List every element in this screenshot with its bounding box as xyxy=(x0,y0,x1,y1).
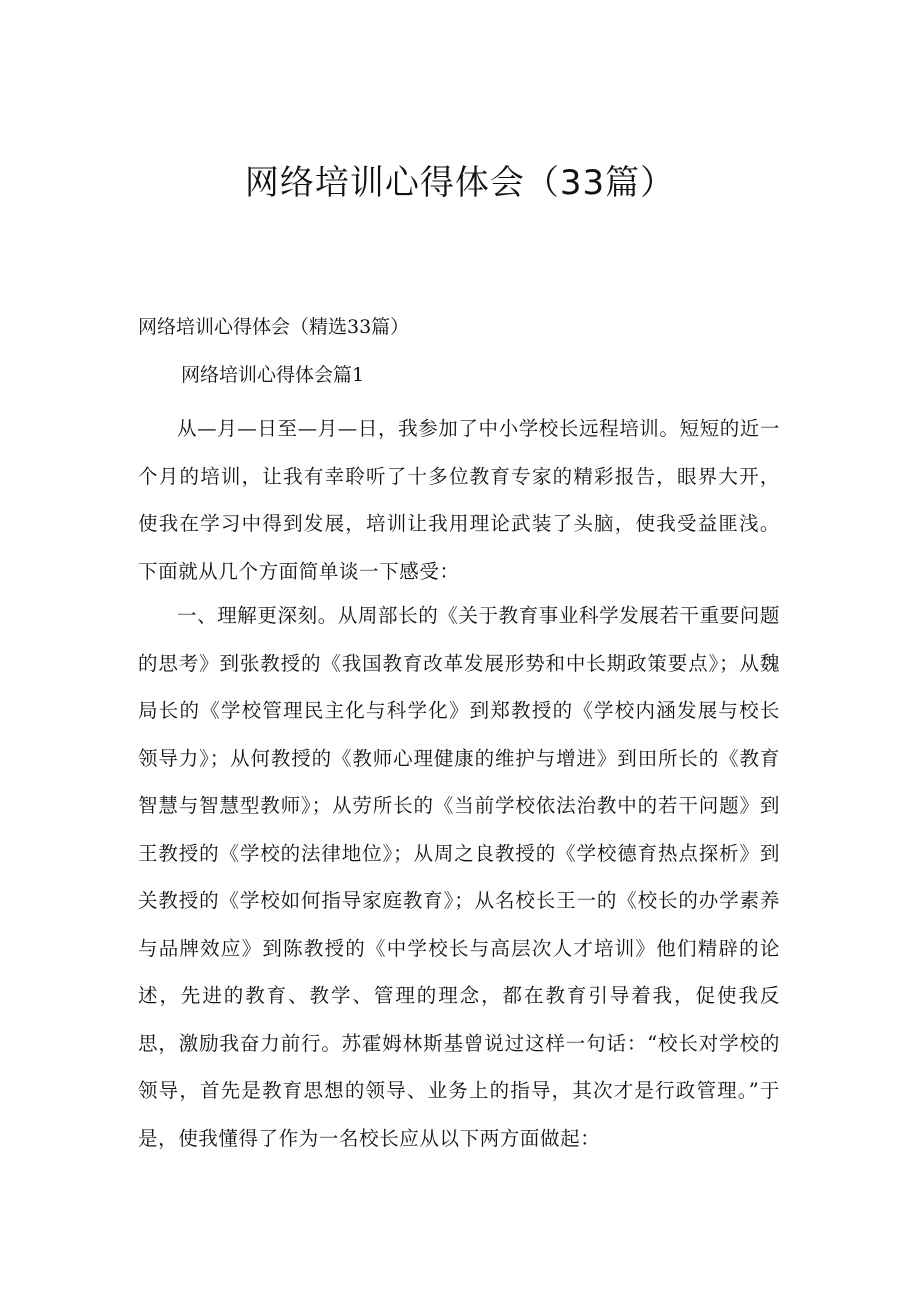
body-paragraph-2: 一、理解更深刻。从周部长的《关于教育事业科学发展若干重要问题的思考》到张教授的《我国教育改革发展形势和中长期政策要点》；从魏局长的《学校管理民主化与科学化》到郑教授的《学校内涵发展与校长领导力》；从何教授的《教师心理健康的维护与增进》到田所长的《教育智慧与智慧型教师》；从劳所长的《当前学校依法治教中的若干问题》到王教授的《学校的法律地位》；从周之良教授的《学校德育热点探析》到关教授的《学校如何指导家庭教育》；从名校长王一的《校长的办学素养与品牌效应》到陈教授的《中学校长与高层次人才培训》他们精辟的论述，先进的教育、教学、管理的理念，都在教育引导着我，促使我反思，激励我奋力前行。苏霍姆林斯基曾说过这样一句话：“校长对学校的领导，首先是教育思想的领导、业务上的指导，其次才是行政管理。”于是，使我懂得了作为一名校长应从以下两方面做起： xyxy=(138,604,781,1150)
document-subtitle: 网络培训心得体会（精选33篇） xyxy=(138,316,410,338)
section-heading: 网络培训心得体会篇1 xyxy=(181,364,365,386)
body-paragraph-1: 从—月—日至—月—日，我参加了中小学校长远程培训。短短的近一个月的培训，让我有幸聆听了十多位教育专家的精彩报告，眼界大开，使我在学习中得到发展，培训让我用理论武装了头脑，使我受益匪浅。下面就从几个方面简单谈一下感受： xyxy=(138,417,781,583)
document-title: 网络培训心得体会（33篇） xyxy=(244,163,676,203)
